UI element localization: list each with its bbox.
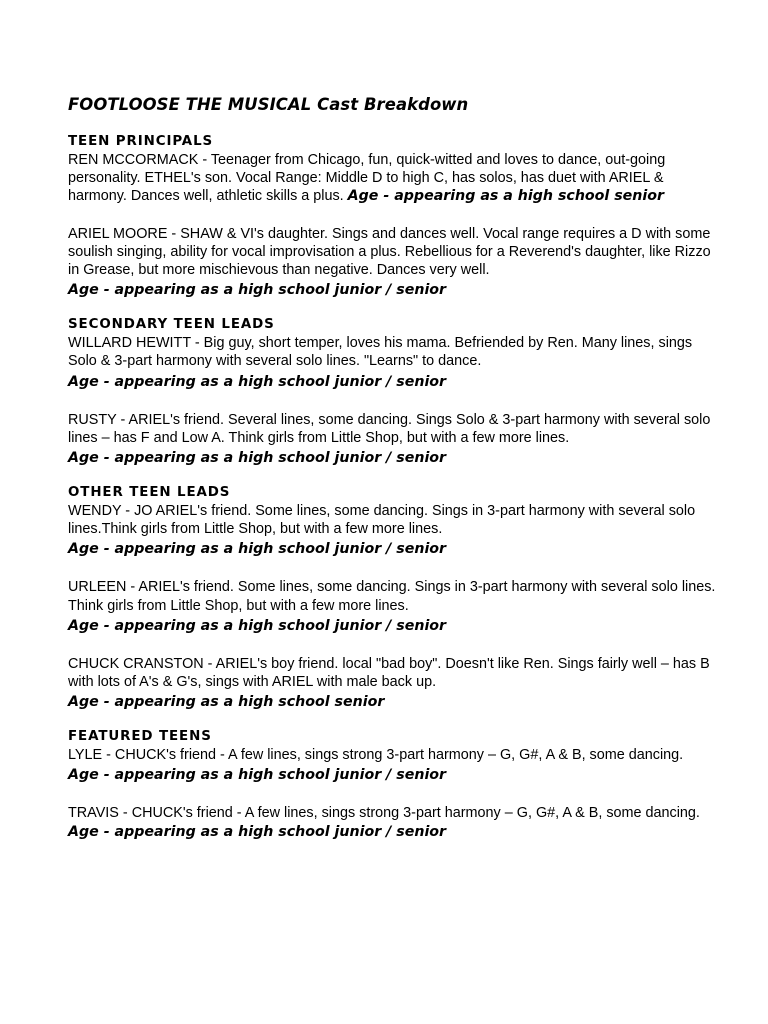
age-requirement: Age - appearing as a high school junior / senior [68,617,447,634]
role-description: LYLE - CHUCK's friend - A few lines, sings strong 3-part harmony – G, G#, A & B, some dancing. [68,747,684,764]
age-requirement: Age - appearing as a high school junior / senior [68,823,447,840]
role-entry-travis [68,804,718,840]
section-heading: SECONDARY TEEN LEADS [68,317,275,333]
role-description: URLEEN - ARIEL's friend. Some lines, some dancing. Sings in 3-part harmony with several solo lines. Think girls from Little Shop, but with a few more lines. [68,579,716,614]
section-teen-principals [68,133,718,300]
age-requirement: Age - appearing as a high school junior / senior [68,767,447,784]
age-requirement: Age - appearing as a high school senior [68,694,385,711]
age-requirement: Age - appearing as a high school junior / senior [68,373,447,390]
role-description: REN MCCORMACK - Teenager from Chicago, fun, quick-witted and loves to dance, out-going personality. ETHEL's son. Vocal Range: Middle D to high C, has solos, has duet with ARIEL & harmony. Dances well, athletic skills a plus. [68,152,666,205]
role-description: RUSTY - ARIEL's friend. Several lines, some dancing. Sings Solo & 3-part harmony with several solo lines – has F and Low A. Think girls from Little Shop, but with a few more lines. [68,411,711,446]
role-description: WILLARD HEWITT - Big guy, short temper, loves his mama. Befriended by Ren. Many lines, sings Solo & 3-part harmony with several solo lines. "Learns" to dance. [68,335,693,370]
role-description: ARIEL MOORE - SHAW & VI's daughter. Sings and dances well. Vocal range requires a D with some soulish singing, ability for vocal improvisation a plus. Rebellious for a Reverend's daughter, like Rizzo in Grease, but more mischievous than negative. Dances very well. [68,225,711,279]
role-description: CHUCK CRANSTON - ARIEL's boy friend. local "bad boy". Doesn't like Ren. Sings fairly well – has B with lots of A's & G's, sings with ARIEL with male back up. [68,655,710,691]
section-featured-teens [68,728,718,841]
section-heading: OTHER TEEN LEADS [68,485,231,501]
role-entry-willard [68,334,718,391]
document-page [68,93,718,857]
section-heading: TEEN PRINCIPALS [68,134,214,149]
role-entry-lyle [68,746,718,785]
age-requirement: Age - appearing as a high school junior / senior [68,282,447,299]
role-entry-chuck [68,655,718,712]
section-other-teen-leads [68,484,718,712]
document-title: FOOTLOOSE THE MUSICAL Cast Breakdown [68,95,469,114]
section-heading: FEATURED TEENS [68,729,212,745]
age-requirement: Age - appearing as a high school senior [347,188,664,205]
section-secondary-teen-leads [68,316,718,468]
role-entry-ren [68,151,718,206]
role-description: TRAVIS - CHUCK's friend - A few lines, sings strong 3-part harmony – G, G#, A & B, some dancing. [68,805,700,822]
role-entry-ariel [68,225,718,301]
role-description: WENDY - JO ARIEL's friend. Some lines, some dancing. Sings in 3-part harmony with several solo lines.Think girls from Little Shop, but with a few more lines. [68,503,696,538]
role-entry-rusty [68,411,718,468]
role-entry-wendy [68,502,718,559]
age-requirement: Age - appearing as a high school junior / senior [68,450,447,467]
role-entry-urleen [68,578,718,635]
age-requirement: Age - appearing as a high school junior / senior [68,541,447,558]
